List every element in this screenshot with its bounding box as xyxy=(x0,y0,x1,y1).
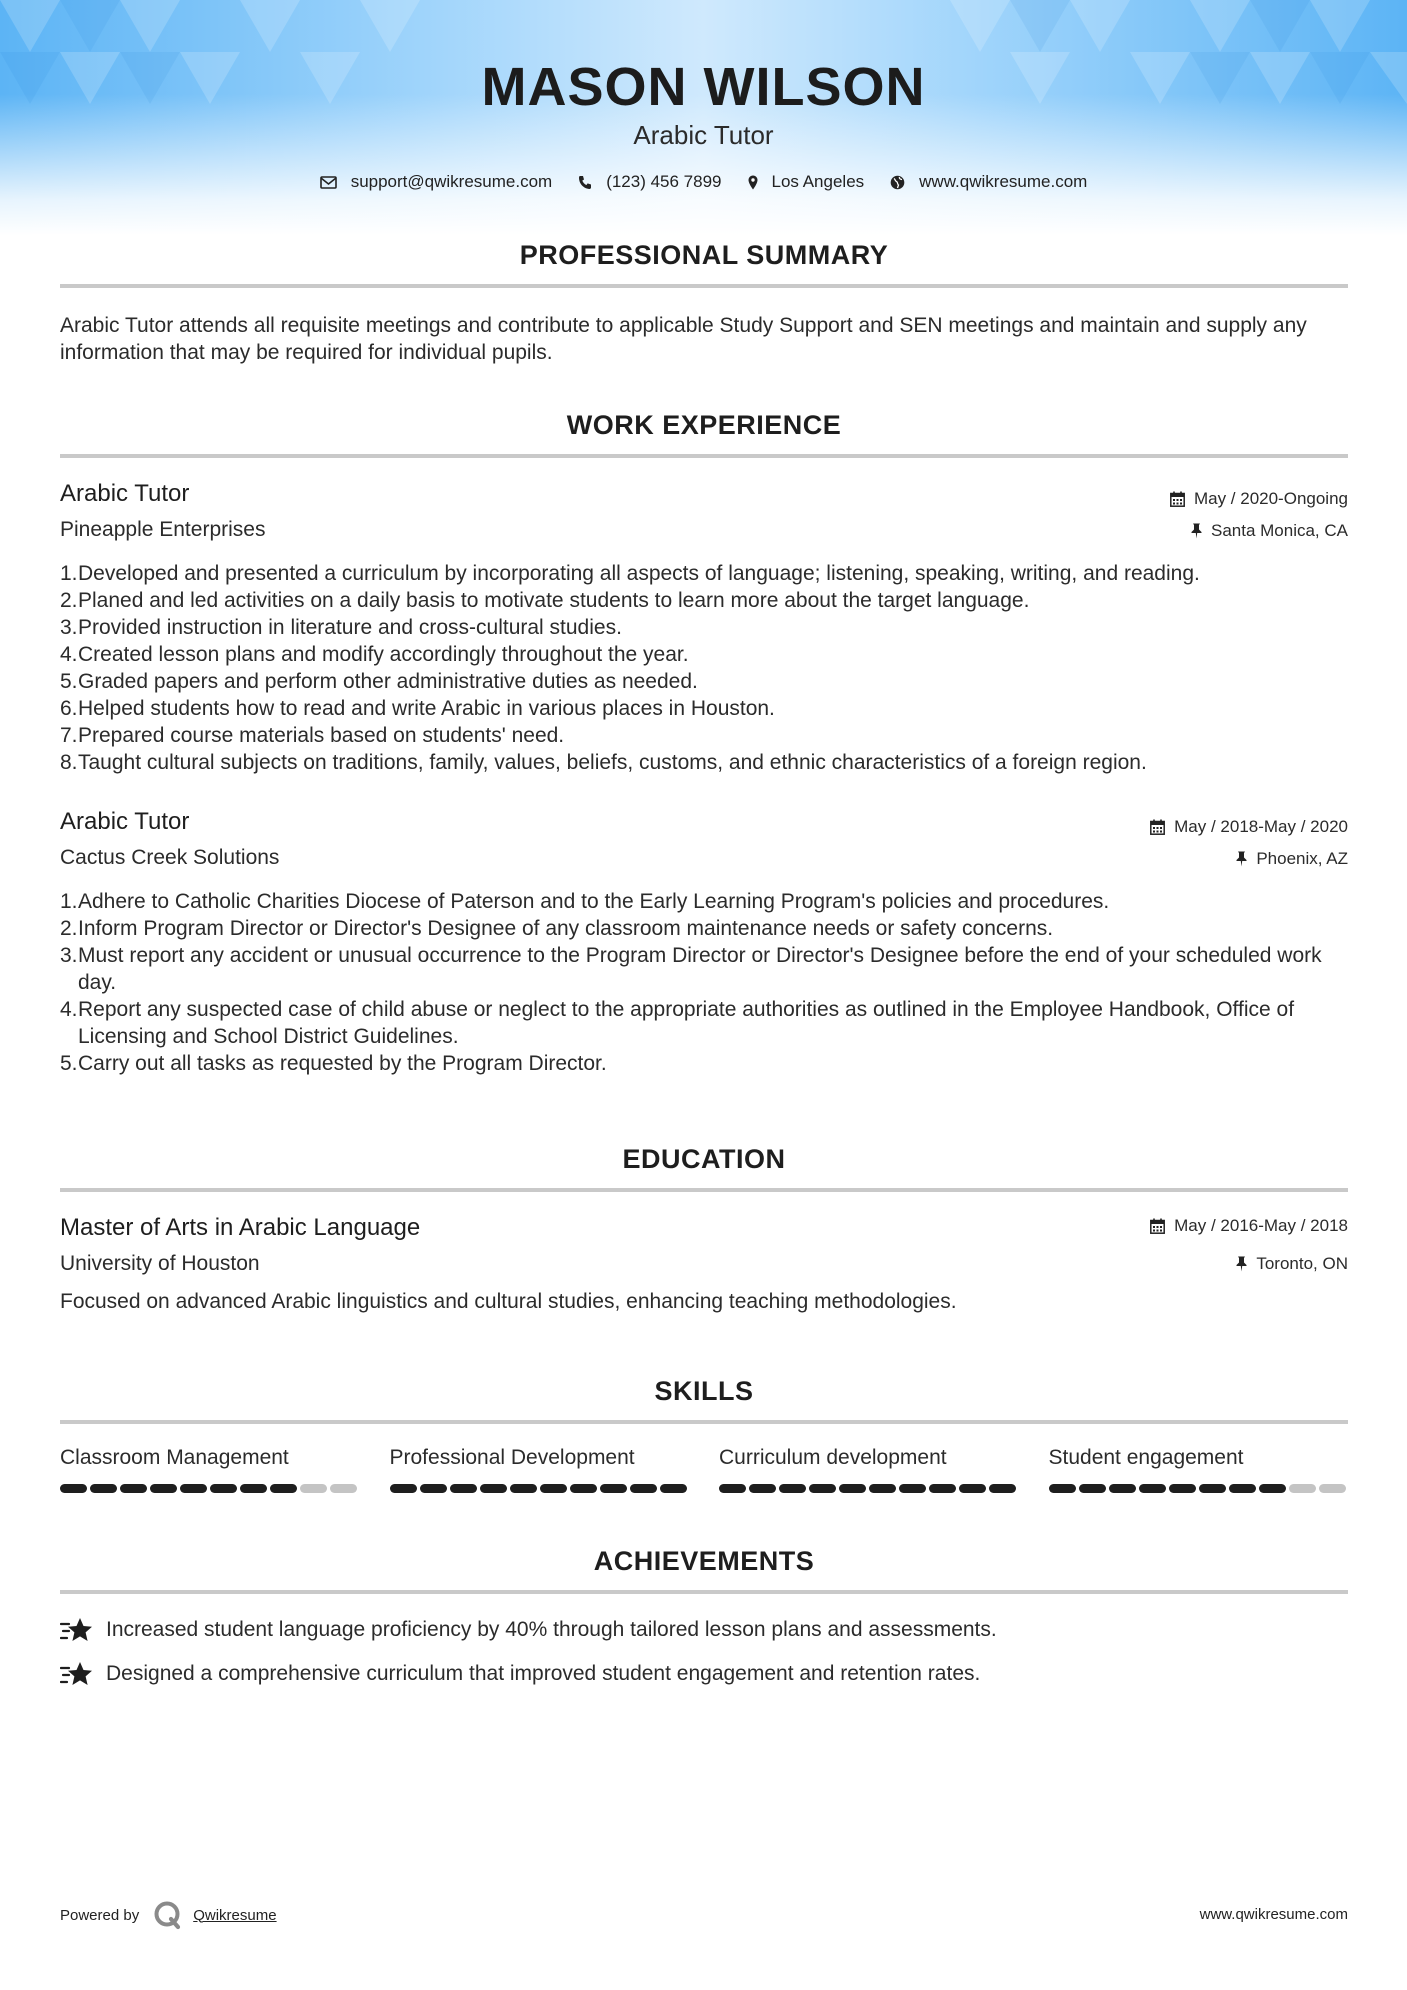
skill-level-segment xyxy=(540,1484,567,1493)
powered-by-label: Powered by xyxy=(60,1906,140,1924)
list-item: 2. Planed and led activities on a daily basis to motivate students to learn more about the target language. xyxy=(60,589,1030,612)
skill-level-segment xyxy=(869,1484,896,1493)
job-location-text: Santa Monica, CA xyxy=(1210,521,1348,540)
skill-level-segment xyxy=(450,1484,477,1493)
skill-level-segment xyxy=(660,1484,687,1493)
contact-phone[interactable] xyxy=(578,172,721,192)
job-title: Arabic Tutor xyxy=(60,808,190,835)
job-dates-text: May / 2018-May / 2020 xyxy=(1174,817,1348,836)
brand-link[interactable]: Qwikresume xyxy=(193,1906,277,1924)
achievements-divider xyxy=(60,1590,1348,1594)
skill-level-segment xyxy=(749,1484,776,1493)
footer-website[interactable]: www.qwikresume.com xyxy=(1199,1906,1348,1923)
skill-level-segment xyxy=(779,1484,806,1493)
email-text: support@qwikresume.com xyxy=(350,172,553,191)
footer-powered-by xyxy=(60,1900,277,1930)
skill-level-bar xyxy=(60,1484,360,1493)
company-name: Pineapple Enterprises xyxy=(60,518,266,541)
list-item: 5. Carry out all tasks as requested by the Program Director. xyxy=(60,1052,607,1075)
phone-text: (123) 456 7899 xyxy=(606,172,722,191)
list-item: 4. Report any suspected case of child abuse or neglect to the appropriate authorities as outlined in the Employee Handbook, Office of Licensing and School District Guidelines. xyxy=(60,998,1295,1048)
skill-level-segment xyxy=(150,1484,177,1493)
skill-item xyxy=(390,1446,690,1493)
skill-level-segment xyxy=(480,1484,507,1493)
job-dates-text: May / 2020-Ongoing xyxy=(1193,489,1348,508)
skill-level-segment xyxy=(899,1484,926,1493)
skills-list xyxy=(60,1446,1348,1493)
skill-level-segment xyxy=(1139,1484,1166,1493)
skill-level-segment xyxy=(1259,1484,1286,1493)
contact-email[interactable] xyxy=(320,172,553,192)
job-responsibilities xyxy=(60,888,1350,1077)
skill-level-segment xyxy=(180,1484,207,1493)
skill-level-bar xyxy=(1049,1484,1349,1493)
skill-name: Curriculum development xyxy=(719,1446,947,1469)
skill-level-segment xyxy=(1169,1484,1196,1493)
calendar-icon xyxy=(1170,491,1185,507)
job-location xyxy=(1191,521,1348,541)
qwikresume-logo-icon xyxy=(153,1900,183,1930)
skill-level-segment xyxy=(570,1484,597,1493)
candidate-title: Arabic Tutor xyxy=(633,120,774,150)
skill-level-segment xyxy=(1229,1484,1256,1493)
company-name: Cactus Creek Solutions xyxy=(60,846,280,869)
summary-divider xyxy=(60,284,1348,288)
contact-bar xyxy=(0,172,1407,192)
skill-level-segment xyxy=(270,1484,297,1493)
calendar-icon xyxy=(1150,819,1165,835)
skill-level-segment xyxy=(989,1484,1016,1493)
education-heading: EDUCATION xyxy=(622,1144,786,1174)
skill-level-segment xyxy=(330,1484,357,1493)
star-icon xyxy=(60,1616,92,1644)
candidate-name: MASON WILSON xyxy=(481,57,926,117)
list-item: 5. Graded papers and perform other administrative duties as needed. xyxy=(60,670,698,693)
education-location-text: Toronto, ON xyxy=(1256,1254,1348,1273)
skill-item xyxy=(719,1446,1019,1493)
skill-name: Classroom Management xyxy=(60,1446,289,1469)
list-item: 8. Taught cultural subjects on traditions, family, values, beliefs, customs, and ethnic characteristics of a foreign region. xyxy=(60,751,1147,774)
pushpin-icon xyxy=(1191,523,1202,539)
calendar-icon xyxy=(1150,1218,1165,1234)
skill-level-segment xyxy=(90,1484,117,1493)
education-dates-text: May / 2016-May / 2018 xyxy=(1174,1216,1348,1235)
skill-level-segment xyxy=(1199,1484,1226,1493)
phone-icon xyxy=(578,175,592,190)
job-location-text: Phoenix, AZ xyxy=(1256,849,1348,868)
skill-level-segment xyxy=(300,1484,327,1493)
achievement-item xyxy=(60,1616,997,1644)
summary-text: Arabic Tutor attends all requisite meetings and contribute to applicable Study Support and SEN meetings and maintain and supply any information that may be required for individual pupils. xyxy=(60,314,1307,364)
contact-website[interactable] xyxy=(890,172,1087,192)
skill-level-segment xyxy=(809,1484,836,1493)
skill-level-segment xyxy=(1049,1484,1076,1493)
list-item: 3. Provided instruction in literature and cross-cultural studies. xyxy=(60,616,622,639)
map-pin-icon xyxy=(748,175,758,190)
skills-heading: SKILLS xyxy=(654,1376,754,1406)
achievement-text: Designed a comprehensive curriculum that improved student engagement and retention rates. xyxy=(106,1662,981,1685)
achievement-item xyxy=(60,1660,980,1688)
summary-heading: PROFESSIONAL SUMMARY xyxy=(519,240,889,270)
skill-level-segment xyxy=(60,1484,87,1493)
achievement-text: Increased student language proficiency by 40% through tailored lesson plans and assessments. xyxy=(106,1618,997,1641)
experience-divider xyxy=(60,454,1348,458)
location-text: Los Angeles xyxy=(771,172,865,191)
experience-heading: WORK EXPERIENCE xyxy=(566,410,842,440)
skill-level-segment xyxy=(510,1484,537,1493)
list-item: 1. Adhere to Catholic Charities Diocese of Paterson and to the Early Learning Program's policies and procedures. xyxy=(60,890,1110,913)
list-item: 7. Prepared course materials based on students' need. xyxy=(60,724,565,747)
pushpin-icon xyxy=(1236,1256,1247,1272)
list-item: 2. Inform Program Director or Director's Designee of any classroom maintenance needs or safety concerns. xyxy=(60,917,1054,940)
job-location xyxy=(1236,849,1348,869)
list-item: 3. Must report any accident or unusual occurrence to the Program Director or Director's Designee before the end of your scheduled work day. xyxy=(60,944,1322,994)
skill-item xyxy=(60,1446,360,1493)
skill-level-segment xyxy=(1289,1484,1316,1493)
job-dates xyxy=(1170,489,1348,509)
skill-level-segment xyxy=(630,1484,657,1493)
skill-level-bar xyxy=(390,1484,690,1493)
skill-level-segment xyxy=(1079,1484,1106,1493)
skill-level-segment xyxy=(839,1484,866,1493)
skill-level-segment xyxy=(719,1484,746,1493)
globe-icon xyxy=(890,175,905,190)
skill-level-segment xyxy=(390,1484,417,1493)
skill-level-segment xyxy=(1109,1484,1136,1493)
skills-divider xyxy=(60,1420,1348,1424)
education-location xyxy=(1236,1254,1348,1274)
job-dates xyxy=(1150,817,1348,837)
skill-level-bar xyxy=(719,1484,1019,1493)
skill-level-segment xyxy=(959,1484,986,1493)
skill-level-segment xyxy=(120,1484,147,1493)
skill-level-segment xyxy=(420,1484,447,1493)
skill-level-segment xyxy=(600,1484,627,1493)
skill-level-segment xyxy=(240,1484,267,1493)
achievements-heading: ACHIEVEMENTS xyxy=(593,1546,815,1576)
skill-level-segment xyxy=(929,1484,956,1493)
school-name: University of Houston xyxy=(60,1252,260,1275)
list-item: 6. Helped students how to read and write Arabic in various places in Houston. xyxy=(60,697,775,720)
envelope-icon xyxy=(320,176,337,189)
skill-name: Professional Development xyxy=(389,1446,635,1469)
contact-location xyxy=(748,172,865,192)
job-responsibilities xyxy=(60,560,1350,776)
education-description: Focused on advanced Arabic linguistics and cultural studies, enhancing teaching methodologies. xyxy=(60,1290,957,1313)
header-banner xyxy=(0,0,1407,235)
list-item: 4. Created lesson plans and modify accordingly throughout the year. xyxy=(60,643,689,666)
website-text: www.qwikresume.com xyxy=(919,172,1088,191)
job-title: Arabic Tutor xyxy=(60,480,190,507)
skill-level-segment xyxy=(210,1484,237,1493)
education-dates xyxy=(1150,1216,1348,1236)
list-item: 1. Developed and presented a curriculum by incorporating all aspects of language; listening, speaking, writing, and reading. xyxy=(60,562,1200,585)
degree-title: Master of Arts in Arabic Language xyxy=(60,1214,421,1241)
skill-name: Student engagement xyxy=(1048,1446,1244,1469)
education-divider xyxy=(60,1188,1348,1192)
skill-item xyxy=(1049,1446,1349,1493)
star-icon xyxy=(60,1660,92,1688)
pushpin-icon xyxy=(1236,851,1247,867)
skill-level-segment xyxy=(1319,1484,1346,1493)
